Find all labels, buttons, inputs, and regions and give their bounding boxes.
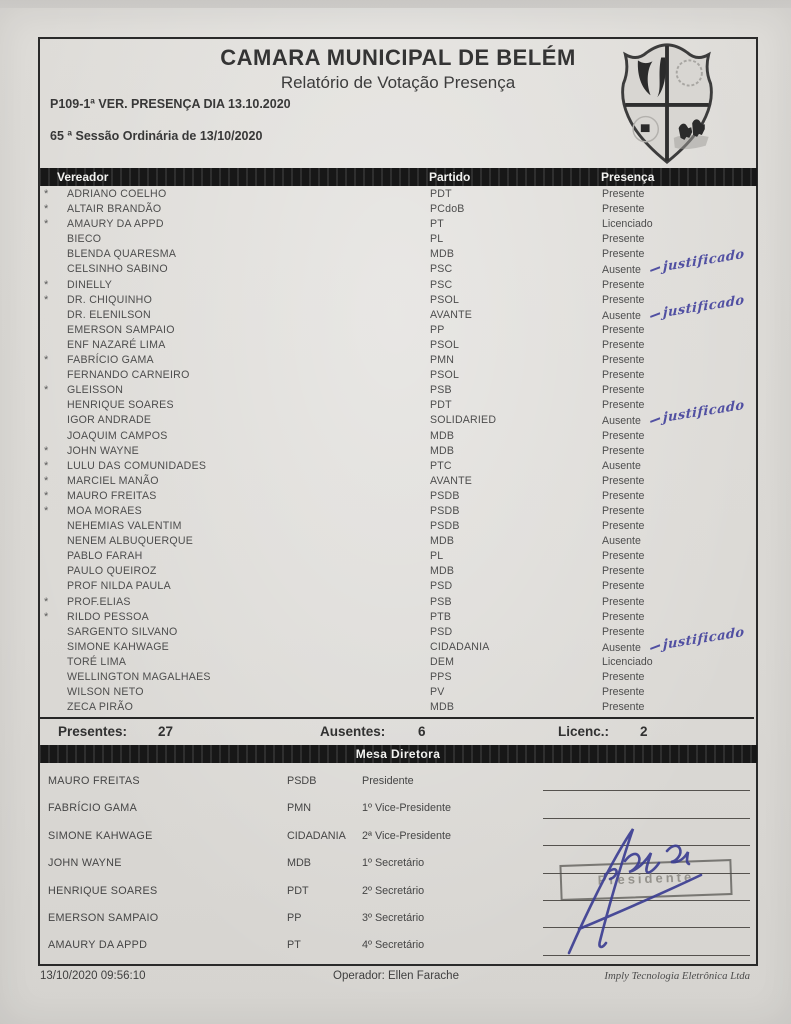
- mesa-member-role: 4º Secretário: [362, 939, 425, 952]
- table-row: [40, 579, 754, 594]
- table-row: [40, 217, 754, 232]
- report-footer: [38, 970, 754, 990]
- presence-status: Presente: [602, 323, 645, 336]
- mesa-member-name: AMAURY DA APPD: [48, 939, 148, 952]
- vereador-name: WILSON NETO: [67, 686, 144, 699]
- mesa-row: [40, 931, 754, 958]
- vereador-name: ZECA PIRÃO: [67, 701, 134, 714]
- page-subtitle: Relatório de Votação Presença: [280, 73, 516, 92]
- presentes-label: Presentes:: [58, 724, 128, 739]
- table-row: [40, 278, 754, 293]
- table-row: [40, 504, 754, 519]
- presence-status: Ausente justificado: [602, 247, 745, 277]
- vereador-name: SIMONE KAHWAGE: [67, 640, 169, 653]
- mesa-member-party: MDB: [287, 857, 311, 870]
- table-row: [40, 444, 754, 459]
- column-header-presenca: Presença: [601, 170, 655, 184]
- presence-status: Presente: [602, 384, 645, 397]
- presence-status: Presente: [602, 686, 645, 699]
- vereador-name: NEHEMIAS VALENTIM: [67, 520, 182, 533]
- party: PSC: [430, 263, 453, 276]
- mesa-member-name: HENRIQUE SOARES: [48, 884, 158, 897]
- presence-status: Presente: [602, 354, 645, 367]
- table-row: [40, 610, 754, 625]
- table-row: [40, 700, 754, 715]
- presence-status: Presente: [602, 429, 645, 442]
- table-row: [40, 625, 754, 640]
- table-row: [40, 474, 754, 489]
- star-marker: *: [44, 459, 49, 472]
- session-title: 65 ª Sessão Ordinária de 13/10/2020: [50, 129, 263, 143]
- star-marker: *: [44, 504, 49, 517]
- presence-status: Presente: [602, 565, 645, 578]
- star-marker: *: [44, 610, 49, 623]
- vereador-name: DR. CHIQUINHO: [67, 293, 153, 306]
- party: PDT: [430, 188, 452, 200]
- table-row: [40, 368, 754, 383]
- star-marker: *: [44, 203, 49, 216]
- table-row: [40, 489, 754, 504]
- table-row: [40, 459, 754, 474]
- table-row: [40, 549, 754, 564]
- handwritten-justificado-note: justificado: [650, 247, 745, 277]
- presence-status: Licenciado: [602, 655, 653, 668]
- presence-status: Licenciado: [602, 218, 653, 231]
- mesa-member-party: PT: [287, 939, 301, 952]
- vereador-name: TORÉ LIMA: [67, 655, 127, 668]
- presence-status: Presente: [602, 671, 645, 683]
- footer-datetime: 13/10/2020 09:56:10: [40, 970, 146, 982]
- mesa-diretora-header: Mesa Diretora: [39, 745, 757, 763]
- vereador-name: FABRÍCIO GAMA: [67, 354, 154, 367]
- party: PSC: [430, 278, 453, 291]
- vereador-name: EMERSON SAMPAIO: [67, 323, 175, 336]
- party: PV: [430, 686, 445, 699]
- vereador-name: SARGENTO SILVANO: [67, 625, 178, 638]
- presence-status: Presente: [602, 610, 645, 623]
- party: PSDB: [430, 520, 460, 533]
- footer-company: Imply Tecnologia Eletrônica Ltda: [604, 970, 750, 982]
- party: PDT: [430, 399, 452, 412]
- vereador-name: ALTAIR BRANDÃO: [67, 203, 162, 216]
- presence-status: Presente: [602, 188, 645, 200]
- mesa-member-name: FABRÍCIO GAMA: [48, 802, 138, 815]
- vereador-name: AMAURY DA APPD: [67, 218, 164, 231]
- star-marker: *: [44, 384, 49, 397]
- table-row: [40, 685, 754, 700]
- mesa-member-name: MAURO FREITAS: [48, 775, 140, 787]
- footer-operator: Operador: Ellen Farache: [333, 970, 459, 982]
- party: MDB: [430, 248, 455, 261]
- presence-status: Ausente: [602, 459, 641, 472]
- table-row: [40, 202, 754, 217]
- vereador-name: LULU DAS COMUNIDADES: [67, 459, 207, 472]
- party: SOLIDARIED: [430, 414, 497, 427]
- presence-status: Presente: [602, 444, 645, 457]
- table-row: [40, 398, 754, 413]
- party: PSOL: [430, 338, 460, 351]
- vereador-name: RILDO PESSOA: [67, 610, 149, 623]
- party: PSOL: [430, 293, 460, 306]
- table-row: [40, 232, 754, 247]
- ausentes-label: Ausentes:: [320, 724, 386, 739]
- report-code: P109-1ª VER. PRESENÇA DIA 13.10.2020: [50, 97, 291, 111]
- table-header: [39, 168, 757, 186]
- presence-status: Presente: [602, 369, 645, 382]
- vereador-name: HENRIQUE SOARES: [67, 399, 174, 412]
- party: MDB: [430, 444, 455, 457]
- vereador-name: FERNANDO CARNEIRO: [67, 369, 190, 382]
- signature-line: [543, 955, 750, 956]
- document-frame: [38, 37, 758, 966]
- mesa-row: [40, 822, 754, 849]
- signature-line: [543, 790, 750, 791]
- mesa-member-party: PDT: [287, 884, 309, 897]
- presence-status: Presente: [602, 580, 645, 593]
- party: PCdoB: [430, 203, 465, 216]
- summary-row: [40, 717, 754, 745]
- presence-status: Presente: [602, 625, 645, 638]
- mesa-member-party: PMN: [287, 802, 311, 815]
- party: PSB: [430, 595, 452, 608]
- presence-status: Presente: [602, 233, 645, 246]
- star-marker: *: [44, 218, 49, 231]
- vereador-name: PROF NILDA PAULA: [67, 580, 171, 593]
- vereador-name: ENF NAZARÉ LIMA: [67, 338, 166, 351]
- mesa-member-name: SIMONE KAHWAGE: [48, 829, 153, 842]
- vereador-name: GLEISSON: [67, 384, 124, 397]
- party: PTB: [430, 610, 452, 623]
- table-row: [40, 383, 754, 398]
- table-row: [40, 429, 754, 444]
- table-row: [40, 595, 754, 610]
- ausentes-value: 6: [418, 724, 426, 739]
- presence-status: Presente: [602, 504, 645, 517]
- table-row: [40, 519, 754, 534]
- party: PSDB: [430, 489, 460, 502]
- mesa-row: [40, 767, 754, 794]
- mesa-member-name: EMERSON SAMPAIO: [48, 911, 159, 924]
- party: PSOL: [430, 369, 460, 382]
- presentes-value: 27: [158, 724, 174, 739]
- star-marker: *: [44, 595, 49, 608]
- presence-status: Presente: [602, 203, 645, 216]
- party: CIDADANIA: [430, 640, 490, 653]
- signature-line: [543, 927, 750, 928]
- party: PSDB: [430, 504, 460, 517]
- mesa-member-role: Presidente: [362, 775, 414, 787]
- handwritten-justificado-note: justificado: [650, 398, 745, 428]
- table-row: [40, 655, 754, 670]
- signature-line: [543, 818, 750, 819]
- page-title: CAMARA MUNICIPAL DE BELÉM: [220, 45, 576, 70]
- mesa-member-role: 3º Secretário: [362, 911, 425, 924]
- vereador-name: DINELLY: [67, 278, 113, 291]
- vereador-name: ADRIANO COELHO: [67, 188, 167, 200]
- presence-status: Ausente: [602, 535, 641, 548]
- presence-status: Presente: [602, 595, 645, 608]
- table-row: [40, 670, 754, 685]
- table-row: [40, 534, 754, 549]
- attendance-rows: [40, 187, 754, 715]
- party: DEM: [430, 655, 455, 668]
- handwritten-justificado-note: justificado: [650, 293, 745, 323]
- mesa-member-role: 1º Vice-Presidente: [362, 802, 451, 815]
- vereador-name: BIECO: [67, 233, 102, 246]
- presidente-stamp: Presidente: [559, 859, 732, 901]
- party: PL: [430, 550, 444, 563]
- presence-status: Presente: [602, 278, 645, 291]
- presence-status: Presente: [602, 520, 645, 533]
- licenc-value: 2: [640, 724, 648, 739]
- mesa-member-name: JOHN WAYNE: [48, 857, 122, 870]
- vereador-name: MAURO FREITAS: [67, 489, 157, 502]
- scanned-page: [0, 8, 791, 1024]
- signature-line: [543, 845, 750, 846]
- presence-status: Ausente justificado: [602, 292, 745, 322]
- coat-of-arms-icon: [618, 41, 716, 165]
- party: PT: [430, 218, 444, 231]
- presence-status: Presente: [602, 293, 645, 306]
- party: AVANTE: [430, 474, 473, 487]
- vereador-name: PROF.ELIAS: [67, 595, 131, 608]
- presence-status: Presente: [602, 701, 645, 714]
- mesa-member-party: PP: [287, 911, 302, 924]
- presence-status: Presente: [602, 399, 645, 412]
- party: MDB: [430, 429, 455, 442]
- star-marker: *: [44, 489, 49, 502]
- party: PSB: [430, 384, 452, 397]
- table-row: [40, 323, 754, 338]
- column-header-partido: Partido: [429, 170, 471, 184]
- handwritten-justificado-note: justificado: [650, 625, 745, 655]
- mesa-row: [40, 794, 754, 821]
- presence-status: Ausente justificado: [602, 398, 745, 428]
- table-row: [40, 564, 754, 579]
- party: PTC: [430, 459, 452, 472]
- licenc-label: Licenc.:: [558, 724, 610, 739]
- star-marker: *: [44, 444, 49, 457]
- party: PSD: [430, 580, 453, 593]
- mesa-member-role: 2º Secretário: [362, 884, 425, 897]
- presence-status: Presente: [602, 489, 645, 502]
- mesa-member-role: 2ª Vice-Presidente: [362, 829, 452, 842]
- table-row: [40, 247, 754, 262]
- star-marker: *: [44, 188, 49, 200]
- vereador-name: NENEM ALBUQUERQUE: [67, 535, 194, 548]
- vereador-name: CELSINHO SABINO: [67, 263, 168, 276]
- mesa-member-role: 1º Secretário: [362, 857, 425, 870]
- star-marker: *: [44, 278, 49, 291]
- party: MDB: [430, 701, 455, 714]
- vereador-name: MOA MORAES: [67, 504, 142, 517]
- presence-status: Presente: [602, 474, 645, 487]
- presence-status: Ausente justificado: [602, 624, 745, 654]
- column-header-vereador: Vereador: [57, 170, 109, 184]
- party: PL: [430, 233, 444, 246]
- vereador-name: PAULO QUEIROZ: [67, 565, 157, 578]
- table-row: [40, 187, 754, 202]
- party: PMN: [430, 354, 455, 367]
- table-row: [40, 338, 754, 353]
- presence-status: Presente: [602, 248, 645, 261]
- vereador-name: IGOR ANDRADE: [67, 414, 152, 427]
- mesa-row: [40, 904, 754, 931]
- party: PP: [430, 323, 445, 336]
- party: MDB: [430, 535, 455, 548]
- mesa-member-party: CIDADANIA: [287, 829, 346, 842]
- party: PPS: [430, 671, 452, 683]
- vereador-name: BLENDA QUARESMA: [67, 248, 177, 261]
- vereador-name: MARCIEL MANÃO: [67, 474, 159, 487]
- vereador-name: JOHN WAYNE: [67, 444, 139, 457]
- vereador-name: WELLINGTON MAGALHAES: [67, 671, 211, 683]
- presence-status: Presente: [602, 550, 645, 563]
- star-marker: *: [44, 474, 49, 487]
- mesa-member-party: PSDB: [287, 775, 317, 787]
- star-marker: *: [44, 354, 49, 367]
- vereador-name: JOAQUIM CAMPOS: [67, 429, 168, 442]
- table-row: [40, 293, 754, 308]
- vereador-name: DR. ELENILSON: [67, 308, 151, 321]
- vereador-name: PABLO FARAH: [67, 550, 143, 563]
- party: AVANTE: [430, 308, 473, 321]
- party: MDB: [430, 565, 455, 578]
- table-row: [40, 353, 754, 368]
- presence-status: Presente: [602, 338, 645, 351]
- star-marker: *: [44, 293, 49, 306]
- party: PSD: [430, 625, 453, 638]
